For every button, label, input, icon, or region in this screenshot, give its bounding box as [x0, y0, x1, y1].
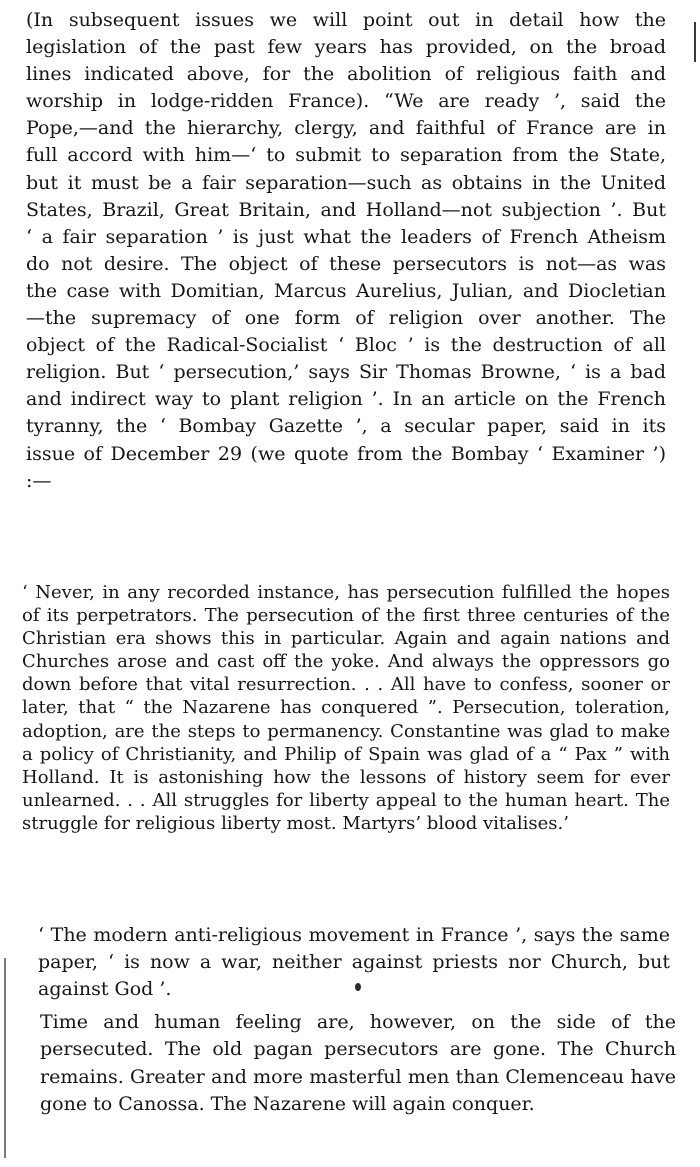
- opening-paragraph: [26, 7, 666, 495]
- right-edge-mark: [694, 22, 696, 62]
- anti-religious-movement-text: ‘ The modern anti-religious movement in France ’, says the same paper, ‘ is now a war, neither against priests nor Church, but against God ’.: [38, 924, 670, 1000]
- left-edge-mark: [4, 958, 6, 1158]
- section-divider-dot: [355, 983, 361, 991]
- closing-paragraph: [40, 1009, 676, 1119]
- opening-paragraph-text: (In subsequent issues we will point out in detail how the legislation of the past few years has provided, on the broad lines indicated above, for the abolition of religious faith and worship in lodge-ridden France). “We are ready ’, said the Pope,—and the hierarchy, clergy, and faithful of France are in full accord with him—‘ to submit to separation from the State, but it must be a fair separation—such as obtains in the United States, Brazil, Great Britain, and Holland—not subjection ’. But ‘ a fair separation ’ is just what the leaders of French Atheism do not desire. The object of these persecutors is not—as was the case with Domitian, Marcus Aurelius, Julian, and Diocletian—the supremacy of one form of religion over another. The object of the Radical-Socialist ‘ Bloc ’ is the destruction of all religion. But ‘ persecution,’ says Sir Thomas Browne, ‘ is a bad and indirect way to plant religion ’. In an article on the French tyranny, the ‘ Bombay Gazette ’, a secular paper, said in its issue of December 29 (we quote from the Bombay ‘ Examiner ’) :—: [26, 9, 666, 492]
- bombay-gazette-quotation: [22, 581, 670, 835]
- quotation-text: ‘ Never, in any recorded instance, has persecution fulfilled the hopes of its perpetrators. The persecution of the first three centuries of the Christian era shows this in particular. Again and again nations and Churches arose and cast off the yoke. And always the oppressors go down before that vital resurrection. . . All have to confess, sooner or later, that “ the Nazarene has conquered ”. Persecution, toleration, adoption, are the steps to permanency. Constantine was glad to make a policy of Christianity, and Philip of Spain was glad of a “ Pax ” with Holland. It is astonishing how the lessons of history seem for ever unlearned. . . All struggles for liberty appeal to the human heart. The struggle for religious liberty most. Martyrs’ blood vitalises.’: [22, 582, 670, 834]
- closing-paragraph-text: Time and human feeling are, however, on the side of the persecuted. The old pagan persecutors are gone. The Church remains. Greater and more masterful men than Clemenceau have gone to Canossa. The Nazarene will again conquer.: [40, 1011, 676, 1116]
- anti-religious-movement-paragraph: [38, 922, 670, 1003]
